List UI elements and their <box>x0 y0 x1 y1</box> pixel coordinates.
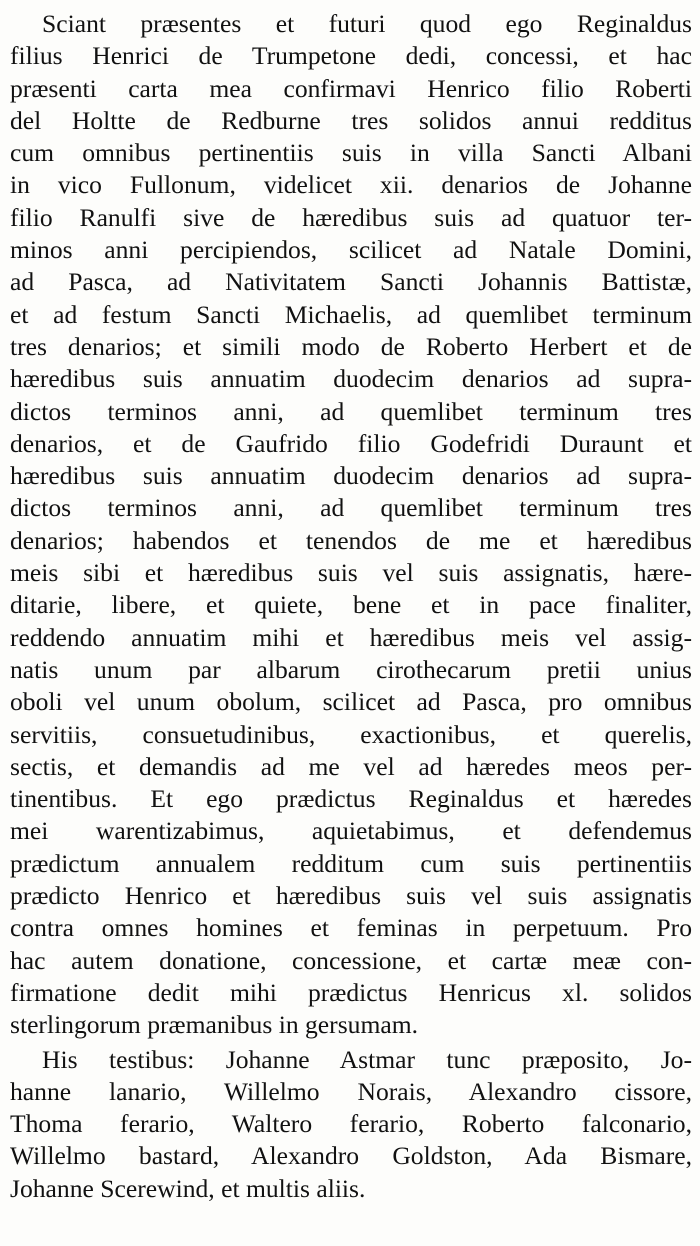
text-line: cum omnibus pertinentiis suis in villa Sancti Albani <box>10 138 692 168</box>
text-line: reddendo annuatim mihi et hæredibus meis vel assig- <box>10 622 692 652</box>
text-line: ad Pasca, ad Nativitatem Sancti Johannis Battistæ, <box>10 267 692 297</box>
text-line: His testibus: Johanne Astmar tunc præposito, Jo- <box>42 1044 692 1074</box>
witnesses-paragraph <box>10 1044 692 1205</box>
text-line: tinentibus. Et ego prædictus Reginaldus et hæredes <box>10 784 692 814</box>
text-line: ditarie, libere, et quiete, bene et in pace finaliter, <box>10 590 692 620</box>
charter-paragraph <box>10 8 692 1042</box>
text-line: dictos terminos anni, ad quemlibet terminum tres <box>10 493 692 523</box>
text-line: natis unum par albarum cirothecarum pretii unius <box>10 654 692 684</box>
text-line: Thoma ferario, Waltero ferario, Roberto falconario, <box>10 1109 692 1139</box>
text-line: mei warentizabimus, aquietabimus, et defendemus <box>10 816 692 846</box>
text-line: prædictum annualem redditum cum suis pertinentiis <box>10 848 692 878</box>
text-line: sectis, et demandis ad me vel ad hæredes meos per- <box>10 751 692 781</box>
text-line: sterlingorum præmanibus in gersumam. <box>10 1010 419 1040</box>
text-line: hæredibus suis annuatim duodecim denarios ad supra- <box>10 461 692 491</box>
text-line: filio Ranulfi sive de hæredibus suis ad quatuor ter- <box>10 202 692 232</box>
text-line: dictos terminos anni, ad quemlibet terminum tres <box>10 396 692 426</box>
text-line: prædicto Henrico et hæredibus suis vel suis assignatis <box>10 881 692 911</box>
text-line: minos anni percipiendos, scilicet ad Natale Domini, <box>10 235 692 265</box>
text-line: Sciant præsentes et futuri quod ego Reginaldus <box>42 9 692 38</box>
text-line: Johanne Scerewind, et multis aliis. <box>10 1173 366 1203</box>
text-line: denarios; habendos et tenendos de me et hæredibus <box>10 525 692 555</box>
document-text <box>10 8 692 1205</box>
text-line: tres denarios; et simili modo de Roberto Herbert et de <box>10 331 692 361</box>
text-line: Willelmo bastard, Alexandro Goldston, Ada Bismare, <box>10 1141 692 1171</box>
text-line: hanne lanario, Willelmo Norais, Alexandro cissore, <box>10 1076 692 1106</box>
text-line: et ad festum Sancti Michaelis, ad quemlibet terminum <box>10 299 692 329</box>
text-line: denarios, et de Gaufrido filio Godefridi Duraunt et <box>10 428 692 458</box>
text-line: firmatione dedit mihi prædictus Henricus xl. solidos <box>10 977 692 1007</box>
text-line: oboli vel unum obolum, scilicet ad Pasca, pro omnibus <box>10 687 692 717</box>
text-line: del Holtte de Redburne tres solidos annui redditus <box>10 105 692 135</box>
text-line: contra omnes homines et feminas in perpetuum. Pro <box>10 913 692 943</box>
text-line: hac autem donatione, concessione, et cartæ meæ con- <box>10 945 692 975</box>
text-line: servitiis, consuetudinibus, exactionibus, et querelis, <box>10 719 692 749</box>
text-line: filius Henrici de Trumpetone dedi, concessi, et hac <box>10 41 692 71</box>
text-line: hæredibus suis annuatim duodecim denarios ad supra- <box>10 364 692 394</box>
text-line: meis sibi et hæredibus suis vel suis assignatis, hære- <box>10 558 692 588</box>
text-line: præsenti carta mea confirmavi Henrico filio Roberti <box>10 73 692 103</box>
text-line: in vico Fullonum, videlicet xii. denarios de Johanne <box>10 170 692 200</box>
